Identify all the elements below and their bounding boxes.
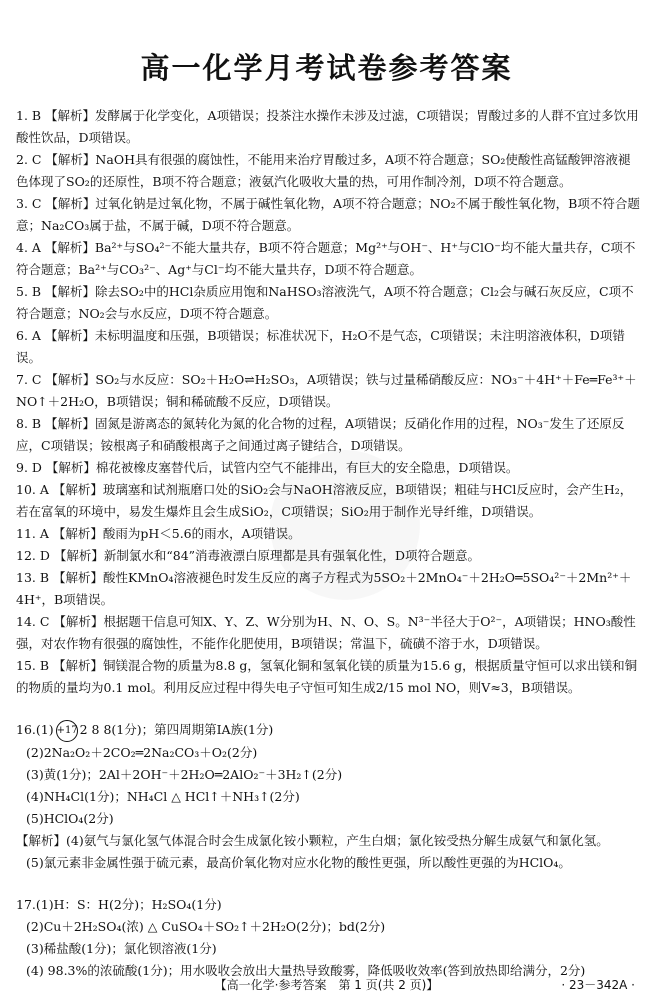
answer-item-12: 12. D 【解析】新制氯水和“84”消毒液漂白原理都是具有强氧化性，D项符合题意。 [16, 548, 481, 563]
answer-item-7: 7. C 【解析】SO₂与水反应：SO₂＋H₂O⇌H₂SO₃，A项错误；铁与过量稀硝酸反应：NO₃⁻＋4H⁺＋Fe═Fe³⁺＋NO↑＋2H₂O，B项错误；铜和稀硫酸不反应，D项错误。 [16, 372, 637, 409]
q16-line-1-rest: (1分)；第四周期第ⅠA族(1分) [111, 722, 274, 737]
q16-line-4: (4)NH₄Cl(1分)；NH₄Cl △ HCl↑＋NH₃↑(2分) [26, 788, 300, 804]
atom-shells: 2 8 8 [79, 722, 112, 737]
answer-item-1: 1. B 【解析】发酵属于化学变化，A项错误；投茶注水操作未涉及过滤，C项错误；胃酸过多的人群不宜过多饮用酸性饮品，D项错误。 [16, 108, 639, 145]
q17-line-2: (2)Cu＋2H₂SO₄(浓) △ CuSO₄＋SO₂↑＋2H₂O(2分)；bd(2分) [26, 918, 386, 934]
q16-analysis: 【解析】(4)氨气与氯化氢气体混合时会生成氯化铵小颗粒，产生白烟；氯化铵受热分解生成氨气和氯化氢。 [16, 832, 609, 848]
answer-list [16, 105, 640, 699]
answer-item-9: 9. D 【解析】棉花被橡皮塞替代后，试管内空气不能排出，有巨大的安全隐患，D项错误。 [16, 460, 519, 475]
answer-item-6: 6. A 【解析】未标明温度和压强，B项错误；标准状况下，H₂O不是气态，C项错误；未注明溶液体积，D项错误。 [16, 328, 625, 365]
q16-line-5: (5)HClO₄(2分) [26, 810, 114, 826]
q16-head: 16.(1) [16, 722, 54, 737]
question-16 [16, 719, 640, 874]
spacer [16, 874, 640, 894]
page-footer [0, 968, 653, 998]
q16-line-3: (3)黄(1分)；2Al＋2OH⁻＋2H₂O═2AlO₂⁻＋3H₂↑(2分) [26, 766, 343, 782]
footer-code: · 23－342A · [561, 978, 635, 992]
answer-content [16, 105, 640, 982]
answer-item-15: 15. B 【解析】铜镁混合物的质量为8.8 g，氢氧化铜和氢氧化镁的质量为15.6 g，根据质量守恒可以求出镁和铜的物质的量均为0.1 mol。利用反应过程中得失电子守恒可知生成2/15 mol NO，则V≈3，B项错误。 [16, 658, 638, 695]
q17-line-4: (4) 98.3%的浓硫酸(1分)；用水吸收会放出大量热导致酸雾，降低吸收效率(答到放热即给满分，2分) [26, 962, 586, 978]
spacer [16, 699, 640, 719]
q17-line-3: (3)稀盐酸(1分)；氯化钡溶液(1分) [26, 940, 217, 956]
atom-nucleus-icon: +17 [56, 720, 78, 742]
answer-item-13: 13. B 【解析】酸性KMnO₄溶液褪色时发生反应的离子方程式为5SO₂＋2MnO₄⁻＋2H₂O═5SO₄²⁻＋2Mn²⁺＋4H⁺，B项错误。 [16, 570, 632, 607]
q16-analysis-2: (5)氯元素非金属性强于硫元素，最高价氧化物对应水化物的酸性更强，所以酸性更强的为HClO₄。 [26, 854, 571, 870]
q16-line-2: (2)2Na₂O₂＋2CO₂═2Na₂CO₃＋O₂(2分) [26, 744, 258, 760]
footer-page-info: 【高一化学·参考答案 第 1 页(共 2 页)】 [214, 978, 439, 992]
answer-item-4: 4. A 【解析】Ba²⁺与SO₄²⁻不能大量共存，B项不符合题意；Mg²⁺与OH⁻、H⁺与ClO⁻均不能大量共存，C项不符合题意；Ba²⁺与CO₃²⁻、Ag⁺与Cl⁻均不能大量共存，D项不符合题意。 [16, 240, 636, 277]
answer-item-2: 2. C 【解析】NaOH具有很强的腐蚀性，不能用来治疗胃酸过多，A项不符合题意；SO₂使酸性高锰酸钾溶液褪色体现了SO₂的还原性，B项不符合题意；液氨汽化吸收大量的热，可用作制冷剂，D项不符合题意。 [16, 152, 631, 189]
q16-line-1 [16, 719, 640, 742]
q17-line-1: 17.(1)H：S：H(2分)；H₂SO₄(1分) [16, 896, 222, 912]
answer-item-3: 3. C 【解析】过氧化钠是过氧化物，不属于碱性氧化物，A项不符合题意；NO₂不属于酸性氧化物，B项不符合题意；Na₂CO₃属于盐，不属于碱，D项不符合题意。 [16, 196, 640, 233]
page-title: 高一化学月考试卷参考答案 [140, 51, 513, 85]
answer-item-5: 5. B 【解析】除去SO₂中的HCl杂质应用饱和NaHSO₃溶液洗气，A项不符合题意；Cl₂会与碱石灰反应，C项不符合题意；NO₂会与水反应，D项不符合题意。 [16, 284, 634, 321]
answer-item-11: 11. A 【解析】酸雨为pH＜5.6的雨水，A项错误。 [16, 526, 301, 541]
answer-item-8: 8. B 【解析】固氮是游离态的氮转化为氮的化合物的过程，A项错误；反硝化作用的过程，NO₃⁻发生了还原反应，C项错误；铵根离子和硝酸根离子之间通过离子键结合，D项错误。 [16, 416, 625, 453]
answer-item-14: 14. C 【解析】根据题干信息可知X、Y、Z、W分别为H、N、O、S。N³⁻半径大于O²⁻，A项错误；HNO₃酸性强，对农作物有很强的腐蚀性，不能作化肥使用，B项错误；常温下，硫磺不溶于水，D项错误。 [16, 614, 636, 651]
answer-item-10: 10. A 【解析】玻璃塞和试剂瓶磨口处的SiO₂会与NaOH溶液反应，B项错误；粗硅与HCl反应时，会产生H₂，若在富氧的环境中，易发生爆炸且会生成SiO₂，C项错误；SiO₂用于制作光导纤维，D项错误。 [16, 482, 633, 519]
